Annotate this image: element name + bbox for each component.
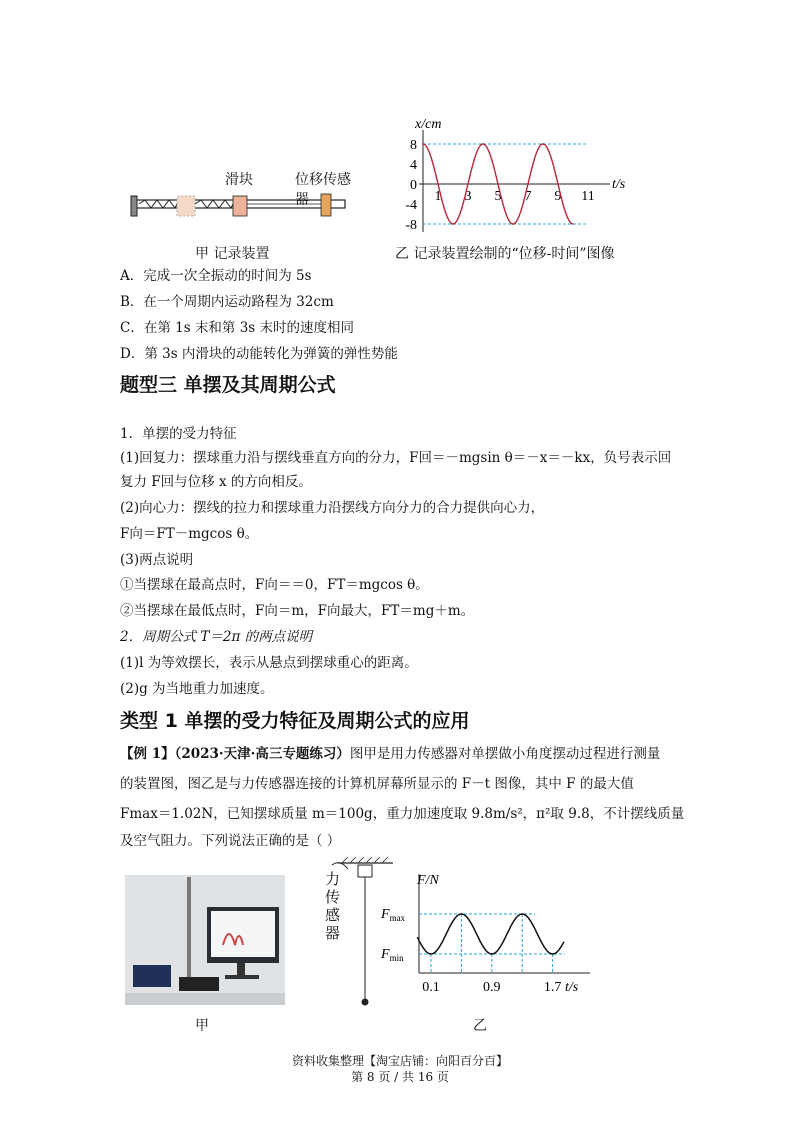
sensor-char-4: 器 <box>325 924 341 942</box>
data-point-6 <box>512 223 514 225</box>
x-tick-11: 11 <box>581 189 595 204</box>
apparatus-photo <box>125 875 285 1005</box>
s3-line-3: 复力 F回与位移 x 的方向相反。 <box>120 474 312 490</box>
photo-caption: 甲 <box>195 1018 209 1034</box>
series-f-line <box>417 914 564 954</box>
x-axis-label: t/s <box>612 177 626 192</box>
y-tick-fmin-sub: min <box>389 953 404 963</box>
option-d: D．第 3s 内滑块的动能转化为弹簧的弹性势能 <box>120 346 398 362</box>
force-sensor-box <box>358 865 372 877</box>
y-tick-fmax: $F_{max}$ <box>381 907 406 923</box>
data-point-0 <box>422 143 424 145</box>
x-tick-5: 5 <box>494 189 502 204</box>
x-tick-0.1: 0.1 <box>422 980 440 995</box>
data-point-10 <box>572 223 574 225</box>
sensor-label: 位移传感器 <box>295 172 351 208</box>
example-tag: 【例 1】（2023·天津·高三专题练习） <box>120 746 350 762</box>
example-line-3: Fmax＝1.02N，已知摆球质量 m＝100g，重力加速度取 9.8m/s²，π²取 9.8，不计摆线质量 <box>120 806 685 822</box>
y-tick-fmin: $F_{min}$ <box>381 947 404 963</box>
data-point-3 <box>467 183 469 185</box>
slider-label: 滑块 <box>225 172 253 188</box>
data-point-1 <box>437 183 439 185</box>
s3-line-4: (2)向心力：摆线的拉力和摆球重力沿摆线方向分力的合力提供向心力， <box>120 500 545 516</box>
stand-pole <box>187 877 191 987</box>
x-tick-1: 1 <box>434 189 442 204</box>
force-sensor-label <box>325 870 343 942</box>
example-line-2: 的装置图，图乙是与力传感器连接的计算机屏幕所显示的 F－t 图像，其中 F 的最大值 <box>120 776 634 792</box>
footer-page: 第 8 页 / 共 16 页 <box>351 1070 449 1084</box>
data-point-5 <box>497 183 499 185</box>
x-tick-1.7: 1.7 <box>543 980 562 995</box>
section3-title: 题型三 单摆及其周期公式 <box>120 374 336 396</box>
y-tick--8: -8 <box>405 218 417 233</box>
monitor-screen <box>211 911 275 957</box>
spring-left <box>139 200 177 208</box>
device-left-wall <box>131 196 137 216</box>
s3-line-9: 2．周期公式 T＝2π 的两点说明 <box>120 629 313 645</box>
example-line-4: 及空气阻力。下列说法正确的是（ ） <box>120 833 341 849</box>
sensor-char-1: 力 <box>325 870 341 888</box>
option-c: C．在第 1s 末和第 3s 末时的速度相同 <box>120 320 355 336</box>
x-tick-0.9: 0.9 <box>483 980 501 995</box>
y-axis-label: F/N <box>417 873 439 888</box>
device-caption: 甲 记录装置 <box>195 246 270 262</box>
xt-chart <box>385 112 675 242</box>
s3-line-11: (2)g 为当地重力加速度。 <box>120 681 274 697</box>
spring-right <box>195 200 233 208</box>
example-line-1 <box>120 744 660 764</box>
data-point-4 <box>482 143 484 145</box>
apparatus-photo-svg <box>125 875 285 1005</box>
x-tick-9: 9 <box>554 189 562 204</box>
option-b: B．在一个周期内运动路程为 32cm <box>120 294 334 310</box>
y-tick--4: -4 <box>405 198 417 213</box>
x-tick-3: 3 <box>464 189 472 204</box>
xt-chart-caption: 乙 记录装置绘制的“位移-时间”图像 <box>395 246 615 262</box>
slider-block <box>233 196 247 216</box>
s3-line-8: ②当摆球在最低点时，F向＝m，F向最大，FT＝mg＋m。 <box>120 603 475 619</box>
s3-line-5: F向＝FT－mgcos θ。 <box>120 526 259 542</box>
data-point-9 <box>557 183 559 185</box>
s3-line-1: 1．单摆的受力特征 <box>120 426 237 442</box>
s3-line-6: (3)两点说明 <box>120 552 194 568</box>
x-axis-label: t/s <box>565 980 579 995</box>
y-tick-4: 4 <box>410 158 417 173</box>
base-device <box>133 965 171 987</box>
sensor-char-2: 传 <box>325 888 341 906</box>
block-mid <box>177 196 195 216</box>
y-tick-fmax-sub: max <box>389 913 406 923</box>
example-text-1: 图甲是用力传感器对单摆做小角度摆动过程进行测量 <box>349 746 661 762</box>
x-tick-7: 7 <box>524 189 532 204</box>
option-a: A．完成一次全振动的时间为 5s <box>120 268 312 284</box>
s3-line-7: ①当摆球在最高点时，F向＝＝0，FT＝mgcos θ。 <box>120 577 429 593</box>
y-tick-8: 8 <box>410 138 417 153</box>
s3-line-10: (1)l 为等效摆长，表示从悬点到摆球重心的距离。 <box>120 655 418 671</box>
type1-title: 类型 1 单摆的受力特征及周期公式的应用 <box>120 710 470 732</box>
data-point-8 <box>542 143 544 145</box>
device-diagram <box>125 160 355 230</box>
ft-chart-caption: 乙 <box>473 1018 487 1034</box>
data-point-2 <box>452 223 454 225</box>
data-point-7 <box>527 183 529 185</box>
sensor-char-3: 感 <box>325 906 341 924</box>
pendulum-bob <box>362 999 369 1006</box>
s3-line-2: (1)回复力：摆球重力沿与摆线垂直方向的分力，F回＝－mgsin θ＝－x＝－kx，负号表示回 <box>120 450 672 466</box>
y-tick-0: 0 <box>410 178 417 193</box>
ft-chart <box>375 870 600 1000</box>
y-axis-label: x/cm <box>415 117 442 132</box>
footer-source: 资料收集整理【淘宝店铺：向阳百分百】 <box>291 1054 508 1068</box>
